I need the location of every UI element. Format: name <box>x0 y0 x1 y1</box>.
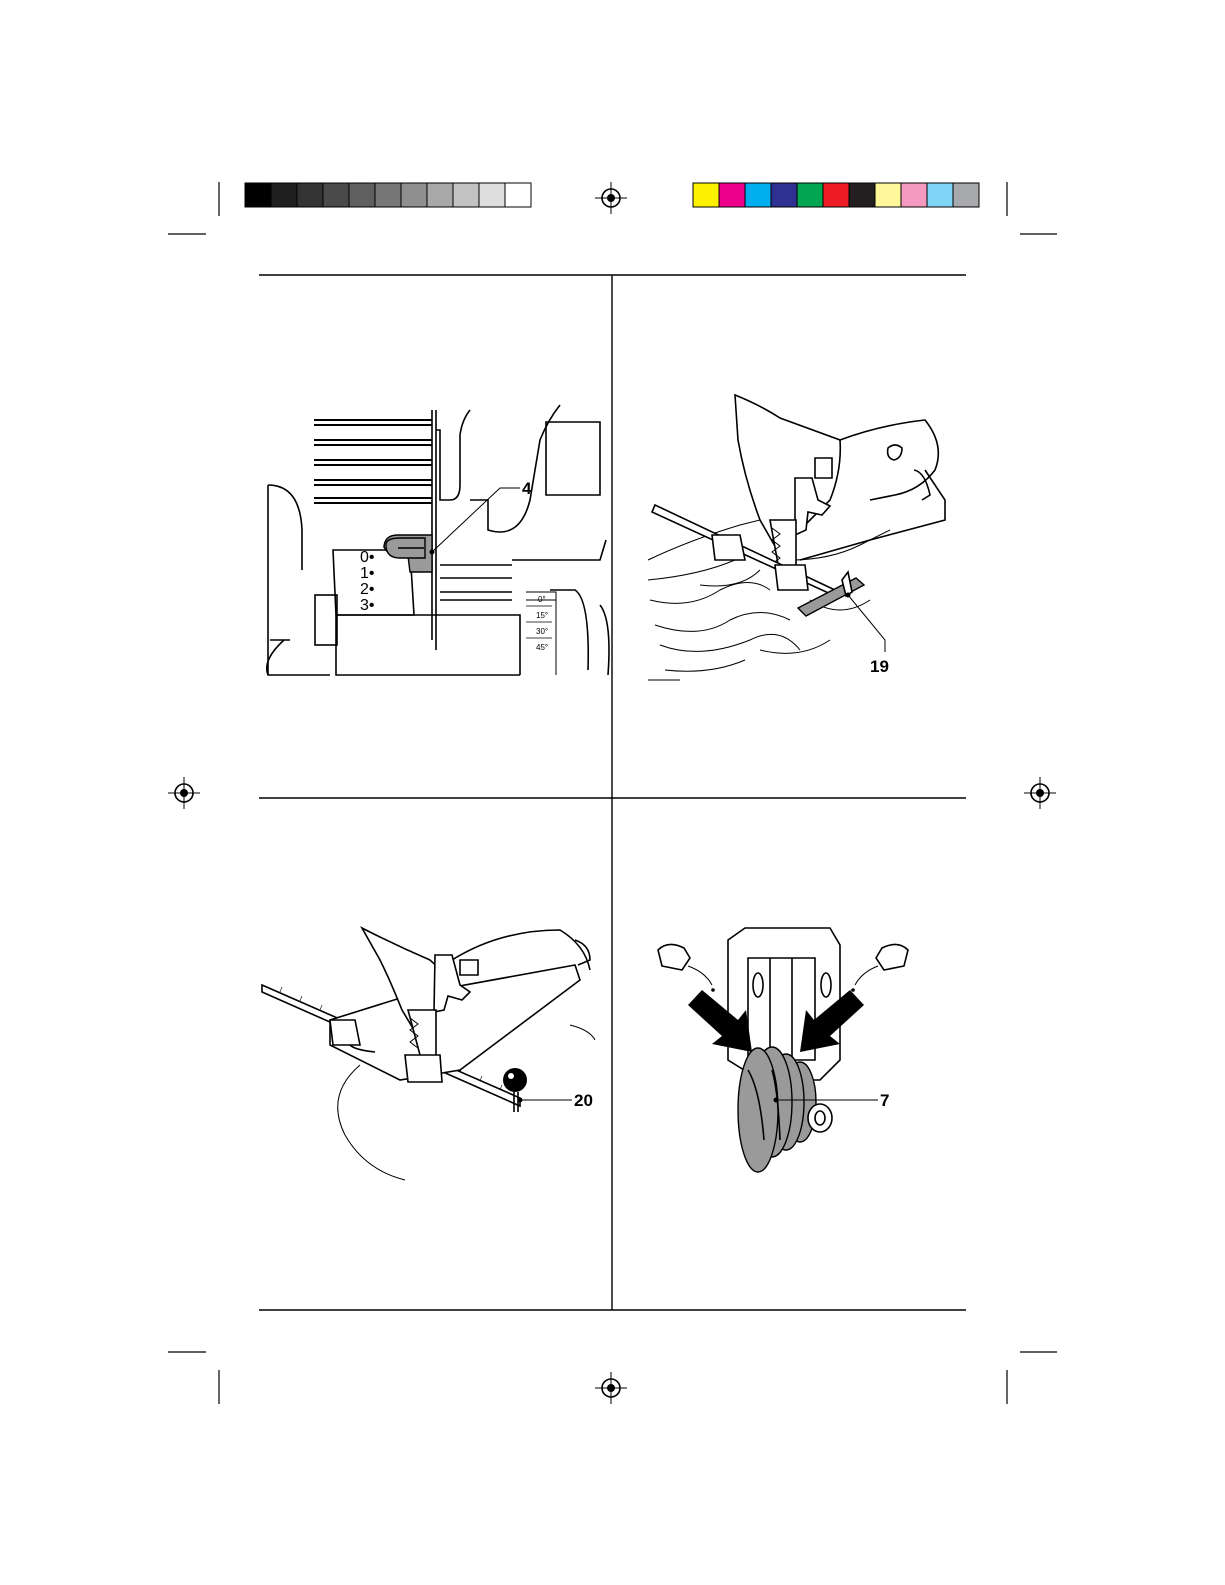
process-color-bar <box>693 183 979 207</box>
process-color-swatch <box>771 183 797 207</box>
process-color-swatch <box>849 183 875 207</box>
callout-20: 20 <box>574 1091 593 1110</box>
figure-circle-cutting <box>262 928 595 1180</box>
greyscale-swatch <box>427 183 453 207</box>
greyscale-swatch <box>323 183 349 207</box>
greyscale-swatch <box>505 183 531 207</box>
orbital-scale-3: 3• <box>360 597 375 614</box>
greyscale-swatch <box>375 183 401 207</box>
greyscale-swatch <box>245 183 271 207</box>
greyscale-swatch <box>297 183 323 207</box>
oil-bottle-left-icon <box>658 944 690 970</box>
process-color-swatch <box>693 183 719 207</box>
figure-orbital-setting <box>267 405 609 675</box>
orbital-scale-0: 0• <box>360 549 375 566</box>
registration-mark-left <box>168 777 200 809</box>
process-color-swatch <box>797 183 823 207</box>
orbital-scale-1: 1• <box>360 565 375 582</box>
greyscale-color-bar <box>245 183 531 207</box>
process-color-swatch <box>719 183 745 207</box>
bevel-label-15: 15° <box>536 611 549 620</box>
greyscale-swatch <box>271 183 297 207</box>
process-color-swatch <box>901 183 927 207</box>
callout-7: 7 <box>880 1091 890 1110</box>
registration-mark-top <box>595 182 627 214</box>
registration-mark-right <box>1024 777 1056 809</box>
greyscale-swatch <box>349 183 375 207</box>
process-color-swatch <box>823 183 849 207</box>
process-color-swatch <box>745 183 771 207</box>
process-color-swatch <box>953 183 979 207</box>
process-color-swatch <box>927 183 953 207</box>
callout-19: 19 <box>870 657 889 676</box>
callout-4: 4 <box>522 479 532 498</box>
figure-roller-lubrication <box>658 928 908 1172</box>
process-color-swatch <box>875 183 901 207</box>
greyscale-swatch <box>453 183 479 207</box>
figure-grid-frame <box>259 275 966 1310</box>
greyscale-swatch <box>401 183 427 207</box>
registration-mark-bottom <box>595 1372 627 1404</box>
vent-slots <box>314 420 432 503</box>
greyscale-swatch <box>479 183 505 207</box>
bevel-label-0: 0° <box>538 595 546 604</box>
wood-grain <box>648 515 890 680</box>
oil-bottle-right-icon <box>876 944 908 970</box>
figure-parallel-guide <box>648 395 945 680</box>
bevel-label-30: 30° <box>536 627 549 636</box>
orbital-scale-2: 2• <box>360 581 375 598</box>
bevel-label-45: 45° <box>536 643 549 652</box>
